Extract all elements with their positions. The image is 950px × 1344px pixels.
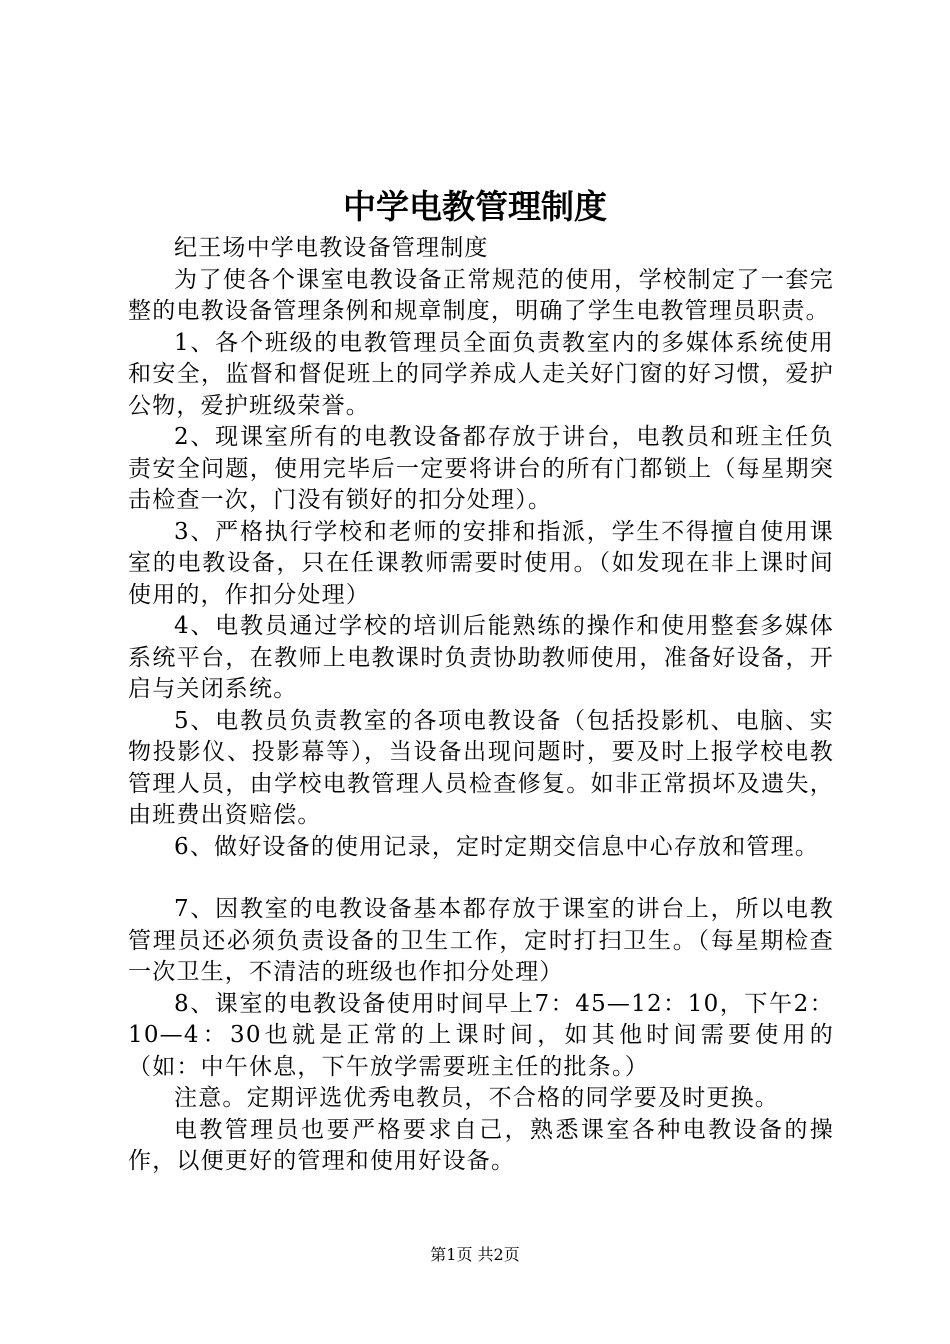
rule-paragraph-8: 8、课室的电教设备使用时间早上7：45—12：10，下午2：10—4：30也就是正常的上课时间，如其他时间需要使用的（如：中午休息，下午放学需要班主任的批条。）: [128, 990, 834, 1080]
subtitle-paragraph: 纪王场中学电教设备管理制度: [174, 235, 489, 261]
rule-paragraph-2: 2、现课室所有的电教设备都存放于讲台，电教员和班主任负责安全问题，使用完毕后一定要将讲台的所有门都锁上（每星期突击检查一次，门没有锁好的扣分处理）。: [128, 424, 834, 513]
page-footer: 第1页 共2页: [430, 1245, 520, 1264]
rule-paragraph-3: 3、严格执行学校和老师的安排和指派，学生不得擅自使用课室的电教设备，只在任课教师需要时使用。（如发现在非上课时间使用的，作扣分处理）: [128, 518, 834, 608]
closing-paragraph: 电教管理员也要严格要求自己，熟悉课室各种电教设备的操作，以便更好的管理和使用好设备。: [128, 1116, 834, 1174]
rule-paragraph-7: 7、因教室的电教设备基本都存放于课室的讲台上，所以电教管理员还必须负责设备的卫生工作，定时打扫卫生。（每星期检查一次卫生，不清洁的班级也作扣分处理）: [128, 896, 834, 985]
rule-paragraph-6: 6、做好设备的使用记录，定时定期交信息中心存放和管理。: [174, 833, 820, 860]
document-body: [128, 233, 834, 1178]
page-title: 中学电教管理制度: [343, 187, 607, 226]
rule-paragraph-5: 5、电教员负责教室的各项电教设备（包括投影机、电脑、实物投影仪、投影幕等），当设备出现问题时，要及时上报学校电教管理人员，由学校电教管理人员检查修复。如非正常损坏及遗失，由班费出资赔偿。: [128, 707, 834, 828]
intro-paragraph: 为了使各个课室电教设备正常规范的使用，学校制定了一套完整的电教设备管理条例和规章制度，明确了学生电教管理员职责。: [128, 266, 834, 324]
rule-paragraph-1: 1、各个班级的电教管理员全面负责教室内的多媒体系统使用和安全，监督和督促班上的同学养成人走关好门窗的好习惯，爱护公物，爱护班级荣誉。: [128, 329, 834, 419]
rule-paragraph-4: 4、电教员通过学校的培训后能熟练的操作和使用整套多媒体系统平台，在教师上电教课时负责协助教师使用，准备好设备，开启与关闭系统。: [128, 613, 834, 702]
note-paragraph: 注意。定期评选优秀电教员，不合格的同学要及时更换。: [174, 1085, 779, 1111]
